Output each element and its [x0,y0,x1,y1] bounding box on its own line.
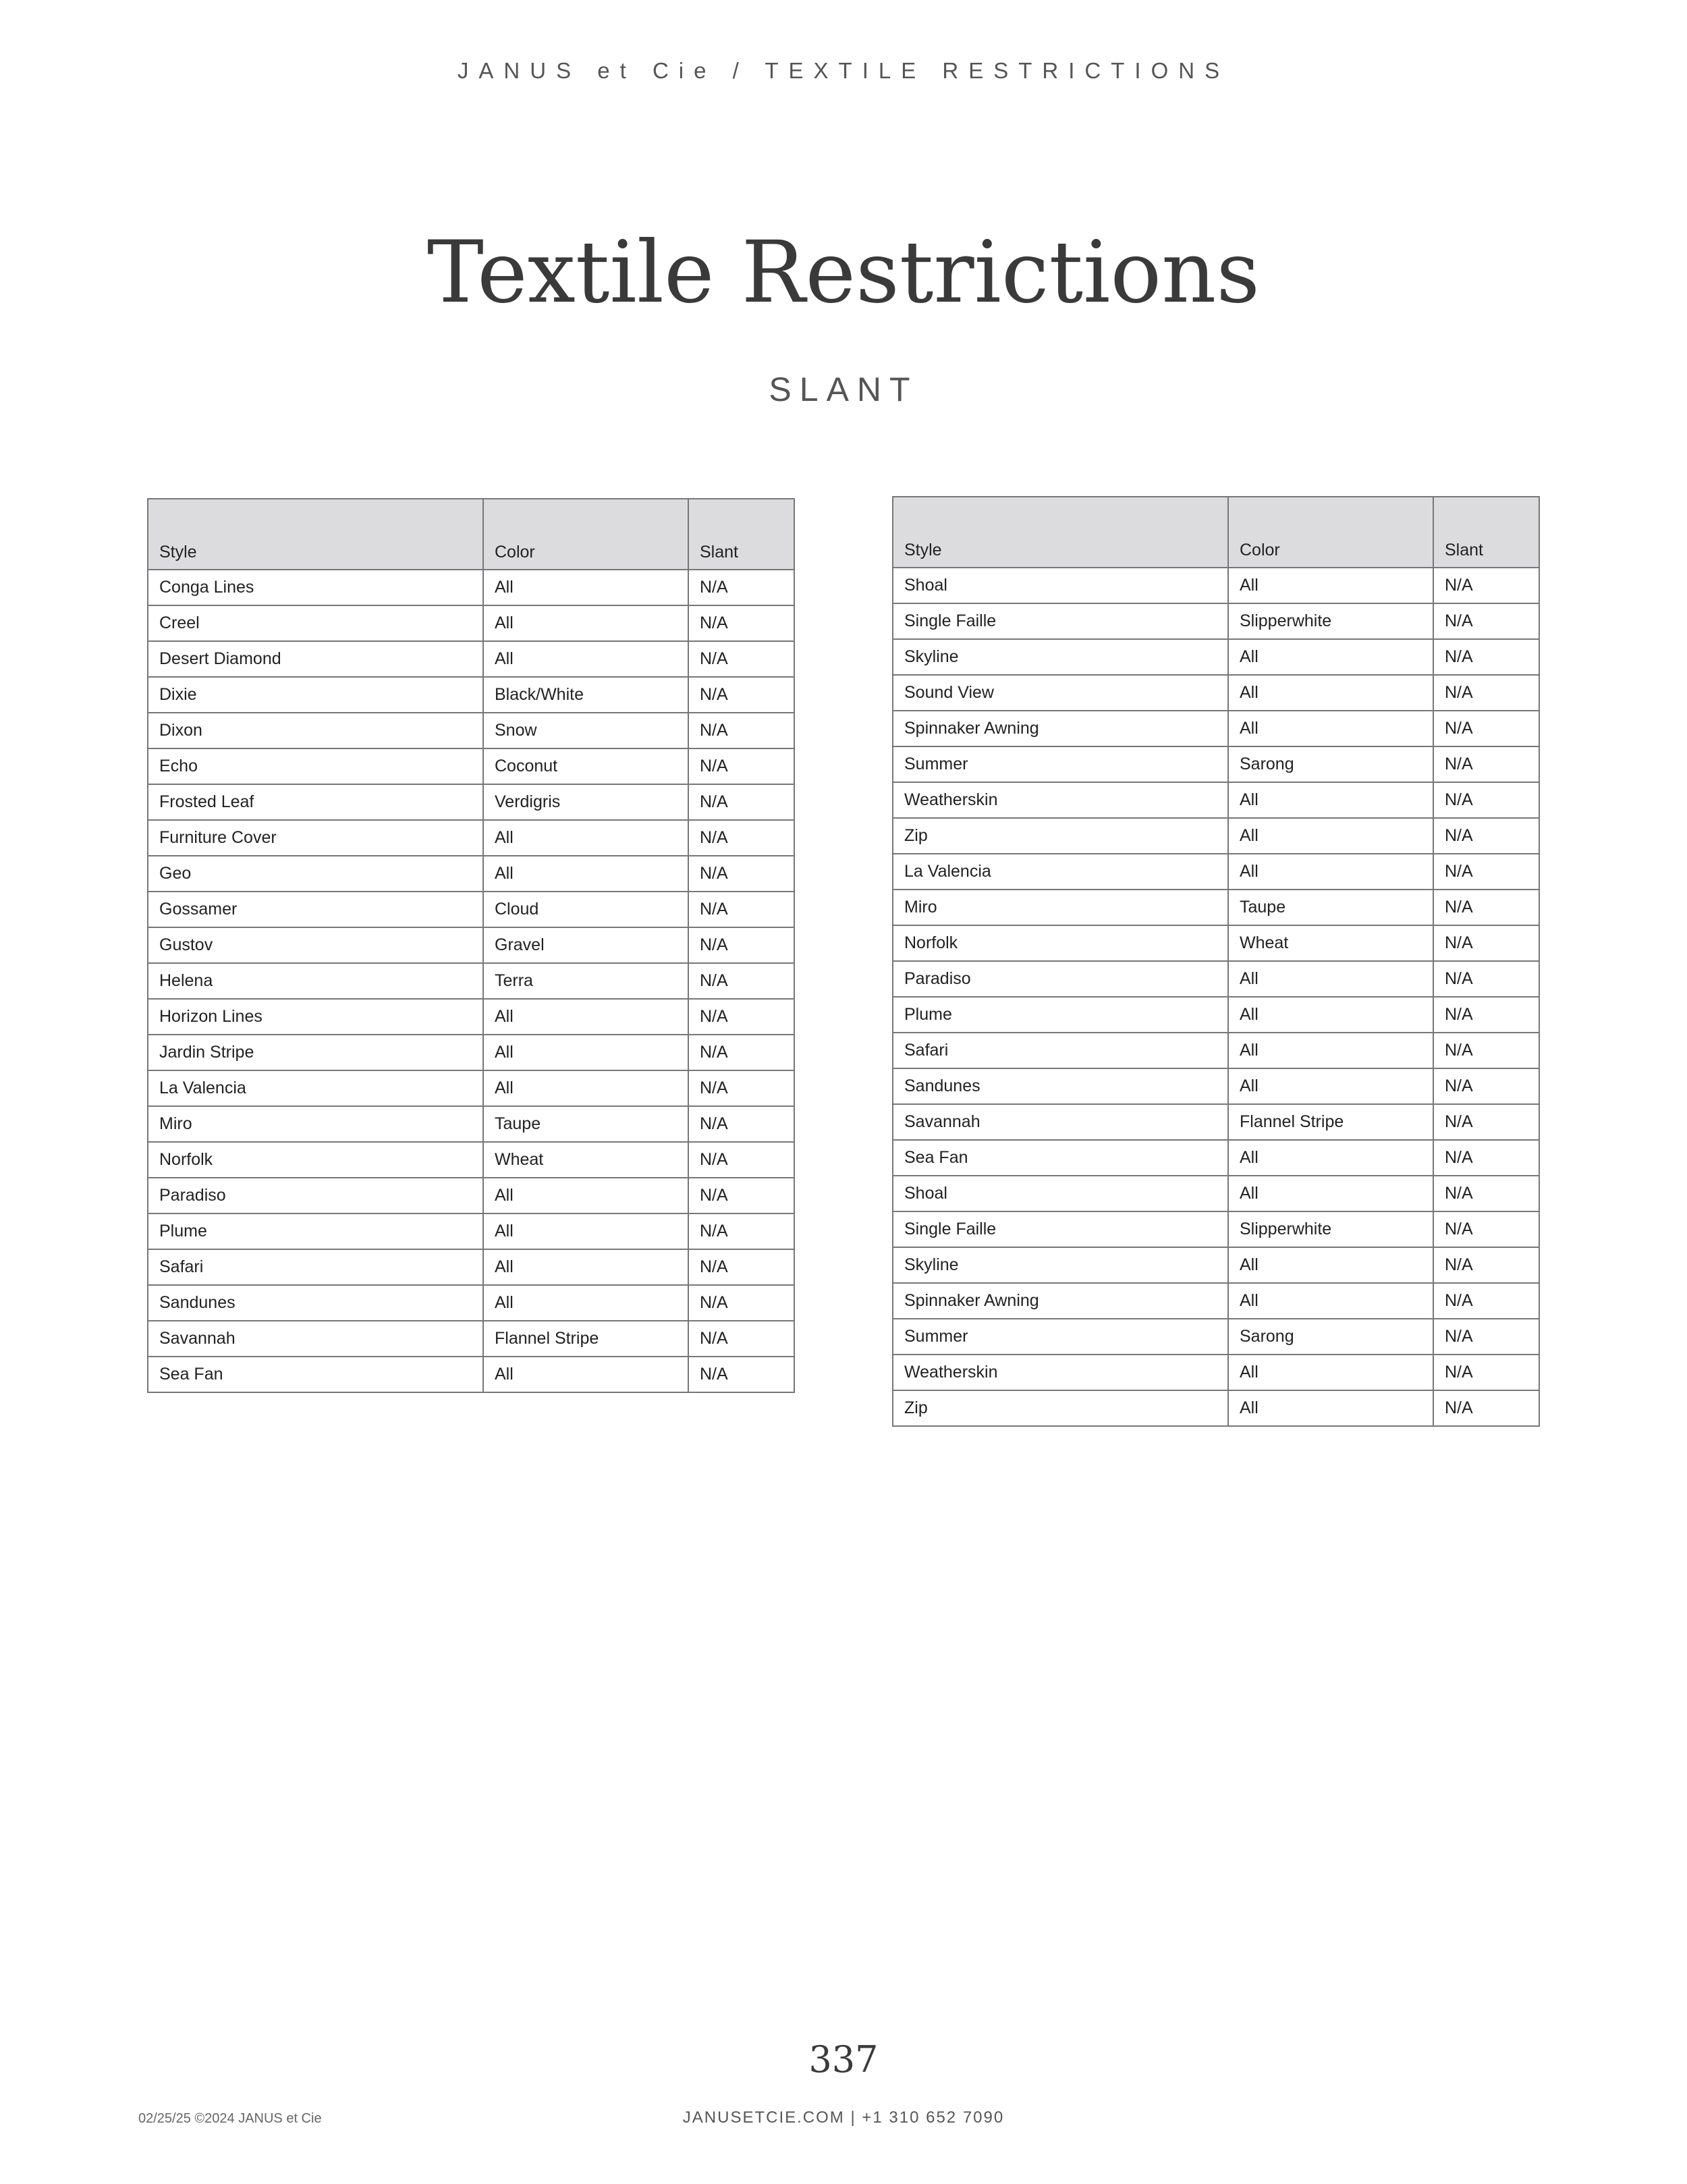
table-row [893,746,1539,782]
cell-slant: N/A [1433,1033,1539,1068]
table-row [893,1140,1539,1176]
cell-style: Dixon [148,713,483,748]
table-row [148,1070,794,1106]
cell-color: Wheat [1228,925,1433,961]
cell-style: Conga Lines [148,570,483,605]
table-row [148,570,794,605]
cell-style: Single Faille [893,603,1228,639]
cell-style: Shoal [893,1176,1228,1211]
cell-color: All [483,570,688,605]
cell-style: Helena [148,963,483,999]
cell-color: All [1228,854,1433,890]
column-header-slant: Slant [688,499,794,570]
table-row [148,1285,794,1321]
cell-slant: N/A [1433,1140,1539,1176]
cell-color: Terra [483,963,688,999]
page-subtitle: SLANT [769,371,918,408]
table-row [893,639,1539,675]
cell-color: All [483,1070,688,1106]
cell-slant: N/A [688,713,794,748]
cell-style: Spinnaker Awning [893,711,1228,746]
cell-slant: N/A [1433,1355,1539,1390]
cell-slant: N/A [688,1213,794,1249]
footer-contact: JANUSETCIE.COM | +1 310 652 7090 [682,2108,1005,2127]
cell-color: All [483,1213,688,1249]
table-row [148,1357,794,1392]
cell-color: All [1228,782,1433,818]
cell-style: Zip [893,1390,1228,1426]
cell-slant: N/A [1433,1390,1539,1426]
cell-slant: N/A [1433,1247,1539,1283]
cell-style: Frosted Leaf [148,784,483,820]
table-row [893,1211,1539,1247]
cell-slant: N/A [1433,639,1539,675]
cell-slant: N/A [688,1070,794,1106]
cell-slant: N/A [1433,782,1539,818]
cell-slant: N/A [688,927,794,963]
cell-style: Skyline [893,639,1228,675]
table-row [148,641,794,677]
cell-color: Cloud [483,892,688,927]
cell-style: Sandunes [893,1068,1228,1104]
table-row [893,1176,1539,1211]
running-head: JANUS et Cie / TEXTILE RESTRICTIONS [457,58,1230,83]
table-row [148,999,794,1035]
cell-color: All [483,1357,688,1392]
cell-style: Summer [893,1319,1228,1355]
cell-color: All [1228,1390,1433,1426]
cell-color: All [1228,1068,1433,1104]
cell-style: Sea Fan [148,1357,483,1392]
cell-style: Skyline [893,1247,1228,1283]
restrictions-table-right [892,496,1540,1427]
cell-style: Savannah [148,1321,483,1357]
cell-slant: N/A [1433,890,1539,925]
cell-color: Wheat [483,1142,688,1178]
footer-date-copyright: 02/25/25 ©2024 JANUS et Cie [138,2111,322,2126]
table-row [893,1033,1539,1068]
cell-slant: N/A [688,677,794,713]
cell-color: All [1228,675,1433,711]
cell-color: All [483,1285,688,1321]
cell-style: Safari [893,1033,1228,1068]
cell-color: Taupe [1228,890,1433,925]
cell-style: Paradiso [148,1178,483,1213]
cell-slant: N/A [688,892,794,927]
cell-style: Sandunes [148,1285,483,1321]
table-row [893,1247,1539,1283]
cell-style: Safari [148,1249,483,1285]
column-header-style: Style [893,497,1228,568]
cell-style: Norfolk [148,1142,483,1178]
cell-style: Miro [148,1106,483,1142]
cell-style: Single Faille [893,1211,1228,1247]
cell-style: Furniture Cover [148,820,483,856]
table-row [148,1213,794,1249]
cell-slant: N/A [688,1357,794,1392]
column-header-slant: Slant [1433,497,1539,568]
cell-color: Sarong [1228,746,1433,782]
cell-style: Miro [893,890,1228,925]
cell-color: All [1228,1176,1433,1211]
table-row [893,1355,1539,1390]
cell-color: All [483,820,688,856]
cell-slant: N/A [688,641,794,677]
table-row [893,997,1539,1033]
cell-style: Shoal [893,568,1228,603]
cell-slant: N/A [688,748,794,784]
cell-slant: N/A [1433,961,1539,997]
cell-slant: N/A [1433,1319,1539,1355]
cell-slant: N/A [1433,1176,1539,1211]
cell-color: All [483,856,688,892]
cell-slant: N/A [1433,568,1539,603]
cell-color: All [483,999,688,1035]
cell-color: Sarong [1228,1319,1433,1355]
table-row [148,1178,794,1213]
table-row [893,782,1539,818]
cell-color: All [483,1178,688,1213]
cell-color: All [1228,961,1433,997]
cell-slant: N/A [688,999,794,1035]
cell-slant: N/A [688,856,794,892]
cell-style: Gustov [148,927,483,963]
cell-style: Gossamer [148,892,483,927]
table-row [893,854,1539,890]
cell-slant: N/A [1433,675,1539,711]
cell-style: Zip [893,818,1228,854]
cell-style: Paradiso [893,961,1228,997]
cell-slant: N/A [688,1321,794,1357]
table-row [893,603,1539,639]
cell-slant: N/A [1433,746,1539,782]
cell-style: Plume [893,997,1228,1033]
cell-slant: N/A [688,1249,794,1285]
cell-style: Sound View [893,675,1228,711]
cell-slant: N/A [1433,997,1539,1033]
cell-style: Geo [148,856,483,892]
cell-style: Norfolk [893,925,1228,961]
cell-color: All [483,1035,688,1070]
table-row [148,713,794,748]
table-row [148,927,794,963]
cell-slant: N/A [1433,1211,1539,1247]
cell-slant: N/A [1433,925,1539,961]
table-row [893,568,1539,603]
page-title: Textile Restrictions [426,223,1261,322]
column-header-color: Color [1228,497,1433,568]
cell-color: Flannel Stripe [483,1321,688,1357]
cell-color: All [1228,711,1433,746]
cell-style: Echo [148,748,483,784]
cell-color: Flannel Stripe [1228,1104,1433,1140]
cell-style: Weatherskin [893,1355,1228,1390]
cell-color: All [483,605,688,641]
column-header-color: Color [483,499,688,570]
cell-style: Horizon Lines [148,999,483,1035]
table-row [148,748,794,784]
cell-slant: N/A [688,1035,794,1070]
cell-color: Black/White [483,677,688,713]
cell-style: La Valencia [148,1070,483,1106]
cell-slant: N/A [688,570,794,605]
cell-style: Jardin Stripe [148,1035,483,1070]
table-row [148,677,794,713]
table-row [148,892,794,927]
cell-color: All [1228,1247,1433,1283]
restrictions-table-left [147,498,795,1393]
cell-slant: N/A [1433,603,1539,639]
cell-style: Weatherskin [893,782,1228,818]
table-row [148,1106,794,1142]
cell-slant: N/A [688,1178,794,1213]
table-row [148,784,794,820]
cell-color: All [483,1249,688,1285]
cell-color: Slipperwhite [1228,1211,1433,1247]
table-header-row [893,497,1539,568]
cell-color: All [483,641,688,677]
table-row [893,1068,1539,1104]
cell-style: Savannah [893,1104,1228,1140]
table-row [148,1249,794,1285]
cell-slant: N/A [688,784,794,820]
cell-style: Dixie [148,677,483,713]
table-row [893,1283,1539,1319]
column-header-style: Style [148,499,483,570]
cell-style: Plume [148,1213,483,1249]
cell-slant: N/A [688,1285,794,1321]
table-row [148,963,794,999]
cell-style: Spinnaker Awning [893,1283,1228,1319]
cell-style: Creel [148,605,483,641]
cell-color: Taupe [483,1106,688,1142]
cell-color: All [1228,568,1433,603]
cell-color: Verdigris [483,784,688,820]
cell-color: Coconut [483,748,688,784]
cell-slant: N/A [688,963,794,999]
table-row [148,1142,794,1178]
cell-color: All [1228,1355,1433,1390]
cell-color: All [1228,997,1433,1033]
page-number: 337 [808,2038,879,2081]
table-row [148,1321,794,1357]
table-row [148,820,794,856]
cell-style: Summer [893,746,1228,782]
table-row [148,856,794,892]
table-row [893,925,1539,961]
cell-slant: N/A [1433,1104,1539,1140]
cell-slant: N/A [1433,1283,1539,1319]
cell-color: Slipperwhite [1228,603,1433,639]
table-row [893,1390,1539,1426]
table-row [893,961,1539,997]
cell-slant: N/A [1433,1068,1539,1104]
table-row [893,1319,1539,1355]
table-row [148,1035,794,1070]
cell-slant: N/A [1433,711,1539,746]
table-row [893,675,1539,711]
table-row [893,711,1539,746]
cell-color: Gravel [483,927,688,963]
cell-style: Sea Fan [893,1140,1228,1176]
cell-style: Desert Diamond [148,641,483,677]
table-header-row [148,499,794,570]
cell-color: All [1228,1033,1433,1068]
table-row [148,605,794,641]
cell-slant: N/A [688,1106,794,1142]
cell-style: La Valencia [893,854,1228,890]
cell-color: All [1228,1140,1433,1176]
table-row [893,818,1539,854]
cell-color: Snow [483,713,688,748]
cell-slant: N/A [688,605,794,641]
cell-slant: N/A [688,820,794,856]
cell-slant: N/A [1433,818,1539,854]
cell-slant: N/A [1433,854,1539,890]
cell-color: All [1228,818,1433,854]
cell-color: All [1228,639,1433,675]
cell-color: All [1228,1283,1433,1319]
cell-slant: N/A [688,1142,794,1178]
table-row [893,890,1539,925]
table-row [893,1104,1539,1140]
